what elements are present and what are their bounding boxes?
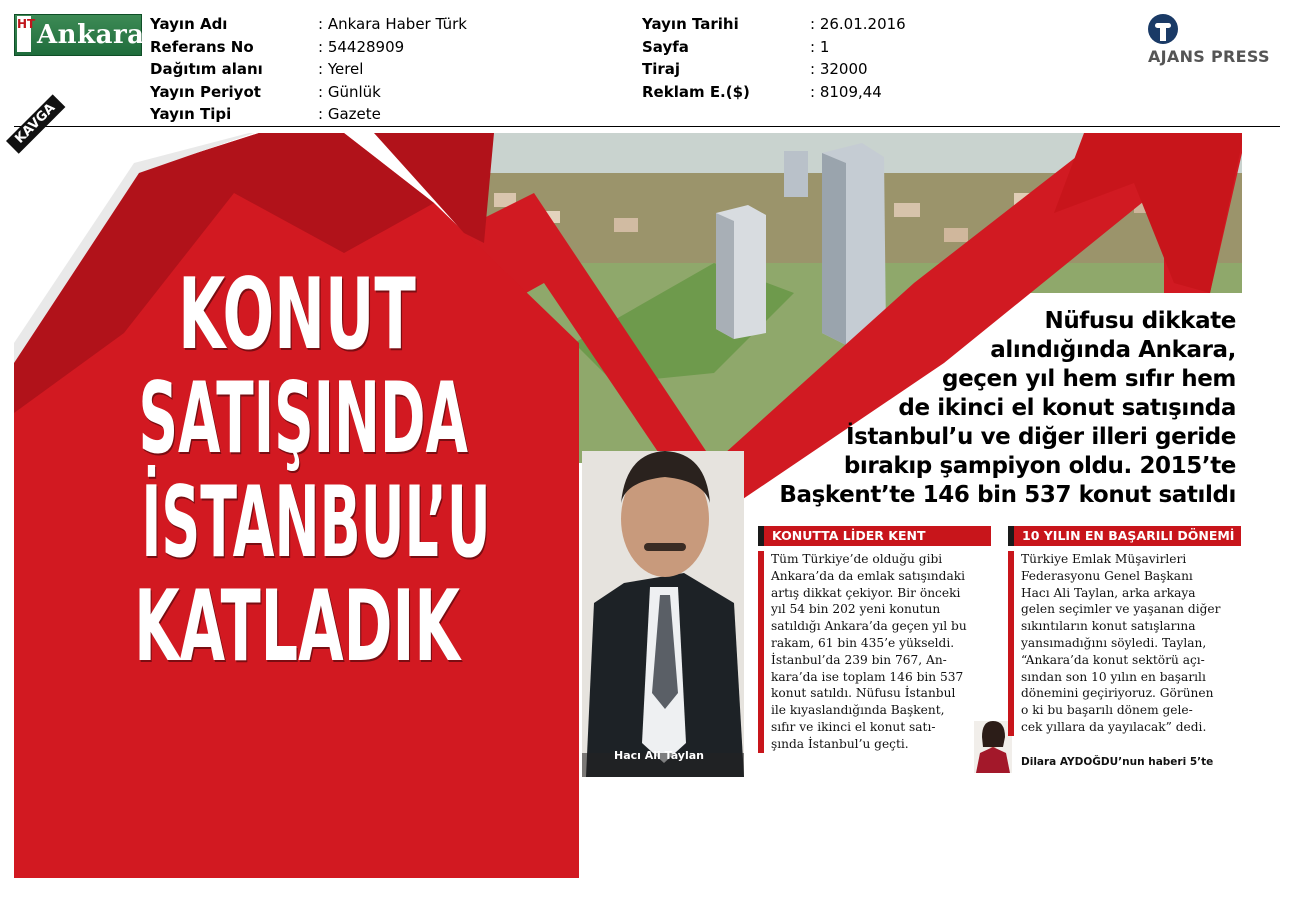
publication-info-right <box>642 13 906 103</box>
publication-info-left <box>150 13 467 126</box>
article-column-2 <box>1008 526 1241 736</box>
info-row: Yayın Periyot : Günlük <box>150 82 381 101</box>
headline-line: KATLADIK <box>134 570 460 684</box>
info-row: Tiraj : 32000 <box>642 60 868 78</box>
ajans-press-icon <box>1148 14 1178 44</box>
photo-caption: Hacı Ali Taylan <box>614 749 704 762</box>
header-divider <box>14 126 1280 127</box>
info-row: Yayın Adı : Ankara Haber Türk <box>150 15 467 33</box>
column-heading: KONUTTA LİDER KENT <box>758 526 991 546</box>
article-column-1 <box>758 526 991 753</box>
byline: Dilara AYDOĞDU’nun haberi 5’te <box>1021 756 1214 768</box>
info-row: Referans No : 54428909 <box>150 37 405 56</box>
headline-line: SATIŞINDA <box>138 362 469 476</box>
info-row: Dağıtım alanı : Yerel <box>150 60 364 78</box>
ajans-press-logo <box>1140 12 1280 72</box>
column-heading: 10 YILIN EN BAŞARILI DÖNEMİ <box>1008 526 1241 546</box>
headline <box>14 258 580 684</box>
info-row: Reklam E.($) : 8109,44 <box>642 82 882 101</box>
ajans-press-wordmark: AJANS PRESS <box>1148 47 1270 66</box>
info-row: Yayın Tarihi : 26.01.2016 <box>642 15 906 33</box>
headline-line: İSTANBUL’U <box>141 466 491 580</box>
column-body: Tüm Türkiye’de olduğu gibi Ankara’da da emlak satışındaki artış dikkat çekiyor. Bir önceki yıl 54 bin 202 yeni konutun satıldığı Ankara’da geçen yıl bu rakam, 61 bin 435’e yükseldi. İstanbul’da 239 bin 767, An- kara’da ise toplam 146 bin 537 konut satıldı. Nüfusu İstanbul ile kıyaslandığında Başkent, sıfır ve ikinci el konut satı- şında İstanbul’u geçti. <box>758 551 991 753</box>
logo-name: Ankara <box>37 20 145 50</box>
section-tag: KAVGA <box>6 94 65 153</box>
logo-ht-mark: HT <box>17 16 31 52</box>
column-body: Türkiye Emlak Müşavirleri Federasyonu Genel Başkanı Hacı Ali Taylan, arka arkaya gelen seçimler ve yaşanan diğer sıkıntıların konut satışlarına yansımadığını söyledi. Taylan, “Ankara’da konut sektörü açı- sından son 10 yılın en başarılı dönemini geçiriyoruz. Görünen o ki bu başarılı dönem gele- cek yıllara da yayılacak” dedi. <box>1008 551 1241 736</box>
headline-line: KONUT <box>178 258 416 372</box>
newspaper-logo <box>14 14 145 56</box>
info-row: Yayın Tipi : Gazete <box>150 105 381 123</box>
article-deck: Nüfusu dikkate alındığında Ankara, geçen yıl hem sıfır hem de ikinci el konut satışında İstanbul’u ve diğer illeri geride bırakıp şampiyon oldu. 2015’te Başkent’te 146 bin 537 konut satıldı <box>779 308 1236 508</box>
info-row: Sayfa : 1 <box>642 37 830 56</box>
